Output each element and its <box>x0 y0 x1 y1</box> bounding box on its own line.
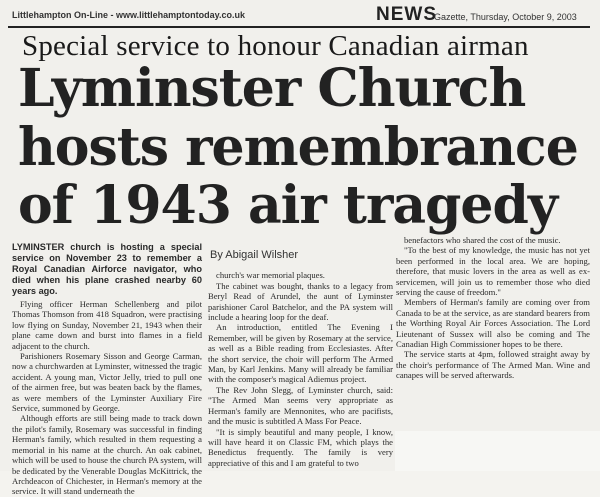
paragraph: The service starts at 4pm, followed straight away by the choir's performance of The Armed Man. Wine and canapes will be served afterwards. <box>396 349 590 381</box>
column-2 <box>208 240 393 471</box>
headline-line-2: hosts remembrance <box>18 117 578 178</box>
strapline: Special service to honour Canadian airman <box>22 30 529 62</box>
paragraph: benefactors who shared the cost of the music. <box>404 235 561 245</box>
paragraph: The Rev John Slegg, of Lyminster church, said: "The Armed Man seems very appropriate as Herman's family are Mennonites, who are pacifists, and the music is subtitled A Mass For Peace. <box>208 384 393 427</box>
headline-line-3: of 1943 air tragedy <box>18 175 558 236</box>
section-label: NEWS <box>376 4 437 25</box>
dateline: Gazette, Thursday, October 9, 2003 <box>434 12 577 22</box>
headline-line-1: Lyminster Church <box>18 58 526 119</box>
masthead-bar <box>8 4 590 28</box>
blank-corner <box>395 431 600 471</box>
article-body <box>0 235 600 497</box>
paragraph: Parishioners Rosemary Sisson and George Carman, now a churchwarden at Lyminster, witnessed the tragic accident. A young man, Victor Jelly, tried to pull one of the airmen free, but was beaten back by the flames, as were members of the Lyminster Auxiliary Fire Service, summoned by George. <box>12 351 202 414</box>
paragraph: Flying officer Herman Schellenberg and pilot Thomas Thomson from 418 Squadron, were practising low flying on Sunday, November 21, 1943 when their plane came down and burst into flames in a field adjacent to the church. <box>12 299 202 351</box>
paragraph: Although efforts are still being made to track down the pilot's family, Rosemary was successful in finding Herman's family, which resulted in them requesting a memorial in his name at the church. An oak cabinet, which will be used to house the church PA system, will be dedicated by the Venerable Douglas McKittrick, the Archdeacon of Chichester, in Herman's memory at the service. It will stand underneath the <box>12 413 202 497</box>
column-1 <box>12 242 202 497</box>
intro-paragraph: LYMINSTER church is hosting a special service on November 23 to remember a Royal Canadian Airforce navigator, who died when his plane crashed nearby 60 years ago. <box>12 242 202 296</box>
paragraph: The cabinet was bought, thanks to a legacy from Beryl Read of Arundel, the aunt of Lyminster parishioner Carol Batchelor, and the PA system will include a hearing loop for the deaf. <box>208 280 393 323</box>
column-3 <box>396 235 590 431</box>
paragraph: Members of Herman's family are coming over from Canada to be at the service, as are standard bearers from the Worthing Royal Air Forces Association. The Lord Lieutenant of Sussex will also be coming and The Canadian High Commissioner hopes to be there. <box>396 297 590 350</box>
paragraph: "To the best of my knowledge, the music has not yet been performed in the local area. We are hoping, therefore, that music lovers in the area as well as ex-servicemen, will join us to remember those who died serving the cause of freedom." <box>396 245 590 298</box>
paragraph: "It is simply beautiful and many people, I know, will have heard it on Classic FM, which plays the Benedictus frequently. The family is very appreciative of this and I am grateful to two <box>208 426 393 468</box>
paragraph: An introduction, entitled The Evening I Remember, will be given by Rosemary at the service, as well as a Bible reading from Ecclesiastes. After the short service, the choir will perform The Armed Man, by Karl Jenkins. Many will already be familiar with the composer's magical Adiemus project. <box>208 322 393 385</box>
paragraph: church's war memorial plaques. <box>216 270 325 281</box>
site-name: Littlehampton On-Line - www.littlehamptontoday.co.uk <box>12 10 245 20</box>
byline: By Abigail Wilsher <box>210 249 299 261</box>
